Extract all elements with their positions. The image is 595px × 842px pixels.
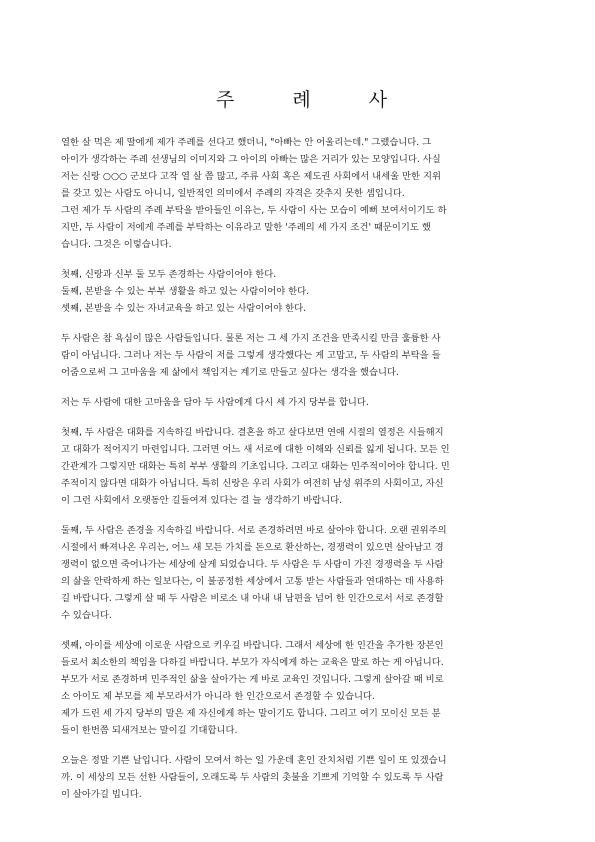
text-line: 부모가 서로 존경하며 민주적인 삶을 살아가는 게 바로 교육인 것입니다. 그렇게 살아갈 때 비로: [61, 674, 444, 685]
list-item: 셋째, 본받을 수 있는 자녀교육을 하고 있는 사람이어야 한다.: [61, 303, 307, 314]
text-line: 어줌으로써 그 고마움을 제 삶에서 책임지는 계기로 만들고 싶다는 생각을 했습니다.: [61, 367, 399, 378]
text-line: 를 갖고 있는 사람도 아니니, 일반적인 의미에서 주례의 자격은 갖추지 못한 셈입니다.: [61, 188, 405, 199]
text-line: 이 그런 사회에서 오랫동안 길들여져 있다는 걸 늘 생각하기 바랍니다.: [61, 495, 343, 506]
text-line: 오늘은 정말 기쁜 날입니다. 사람이 모여서 하는 일 가운데 혼인 잔치처럼 기쁜 일이 또 있겠습니: [61, 755, 447, 766]
text-line: 소 아이도 제 부모를 제 부모라서가 아니라 한 인간으로서 존경할 수 있습니다.: [61, 691, 375, 702]
paragraph-intro: [61, 134, 542, 253]
text-line: 길 바랍니다. 그렇게 살 때 두 사람은 비로소 내 아내 내 남편을 넘어 한 인간으로서 서로 존경할: [61, 593, 444, 604]
text-line: 셋째, 아이를 세상에 이로운 사람으로 키우길 바랍니다. 그래서 세상에 한 인간을 추가한 장본인: [61, 640, 444, 651]
text-line: 주적이지 않다면 대화가 아닙니다. 특히 신랑은 우리 사회가 여전히 남성 위주의 사회이고, 자신: [61, 478, 444, 489]
text-line: 시절에서 빠져나온 우리는, 어느 새 모든 가치를 돈으로 환산하는, 경쟁력이 있으면 살아남고 경: [61, 542, 444, 553]
text-line: 저는 신랑 ○○○ 군보다 고작 열 살 쯤 많고, 주류 사회 혹은 제도권 사회에서 내세울 만한 지위: [61, 171, 441, 182]
paragraph-request-first: [61, 424, 542, 509]
text-line: 람이 아닙니다. 그러나 저는 두 사람이 저를 그렇게 생각했다는 게 고맙고, 두 사람의 부탁을 들: [61, 350, 441, 361]
text-line: 들이 한번쯤 되새겨보는 말이길 기대합니다.: [61, 725, 238, 736]
text-line: 첫째, 두 사람은 대화를 지속하길 바랍니다. 결혼을 하고 살다보면 연애 시절의 열정은 시들해지: [61, 427, 444, 438]
text-line: 이 살아가길 빕니다.: [61, 789, 142, 800]
list-item: 첫째, 신랑과 신부 둘 모두 존경하는 사람이어야 한다.: [61, 269, 277, 280]
text-line: 습니다. 그것은 이렇습니다.: [61, 239, 172, 250]
paragraph-request-second: [61, 522, 542, 624]
text-line: 간관계가 그렇지만 대화는 특히 부부 생활의 기초입니다. 그리고 대화는 민주적이어야 합니다. 민: [61, 461, 450, 472]
text-line: 둘째, 두 사람은 존경을 지속하길 바랍니다. 서로 존경하려면 바로 살아야 합니다. 오랜 권위주의: [61, 525, 447, 536]
paragraph-conditions-list: [61, 266, 542, 317]
text-line: 열한 살 먹은 제 딸에게 제가 주례를 선다고 했더니, "아빠는 안 어울리는데." 그랬습니다. 그: [61, 137, 432, 148]
document-title: 주 례 사: [215, 89, 414, 111]
text-line: 제가 드린 세 가지 당부의 말은 제 자신에게 하는 말이기도 합니다. 그리고 여기 모이신 모든 분: [61, 708, 441, 719]
paragraph-requests-intro: [61, 394, 542, 411]
text-line: 의 삶을 안락하게 하는 일보다는, 이 불공정한 세상에서 고통 받는 사람들과 연대하는 데 사용하: [61, 576, 444, 587]
text-line: 까. 이 세상의 모든 선한 사람들이, 오래도록 두 사람의 촛불을 기쁘게 기억할 수 있도록 두 사람: [61, 772, 444, 783]
text-line: 아이가 생각하는 주례 선생님의 이미지와 그 아이의 아빠는 많은 거리가 있는 모양입니다. 사실: [61, 154, 441, 165]
text-line: 두 사람은 참 욕심이 많은 사람들입니다. 물론 저는 그 세 가지 조건을 만족시킬 만큼 훌륭한 사: [61, 333, 441, 344]
text-line: 저는 두 사람에 대한 고마움을 담아 두 사람에게 다시 세 가지 당부를 합니다.: [61, 397, 369, 408]
text-line: 지만, 두 사람이 저에게 주례를 부탁하는 이유라고 말한 '주례의 세 가지 조건' 때문이기도 했: [61, 222, 431, 233]
text-line: 그런 제가 두 사람의 주례 부탁을 받아들인 이유는, 두 사람이 사는 모습이 예뻐 보여서이기도 하: [61, 205, 447, 216]
paragraph-request-third: [61, 637, 542, 739]
text-line: 고 대화가 적어지기 마련입니다. 그러면 어느 새 서로에 대한 이해와 신뢰를 잃게 됩니다. 모든 인: [61, 444, 450, 455]
text-line: 쟁력이 없으면 죽어나가는 세상에 살게 되었습니다. 두 사람은 두 사람이 가진 경쟁력을 두 사람: [61, 559, 444, 570]
paragraph-gratitude: [61, 330, 542, 381]
text-line: 들로서 최소한의 책임을 다하길 바랍니다. 부모가 자식에게 하는 교육은 말로 하는 게 아닙니다.: [61, 657, 444, 668]
list-item: 둘째, 본받을 수 있는 부부 생활을 하고 있는 사람이어야 한다.: [61, 286, 310, 297]
text-line: 수 있습니다.: [61, 610, 112, 621]
paragraph-closing: [61, 752, 542, 803]
